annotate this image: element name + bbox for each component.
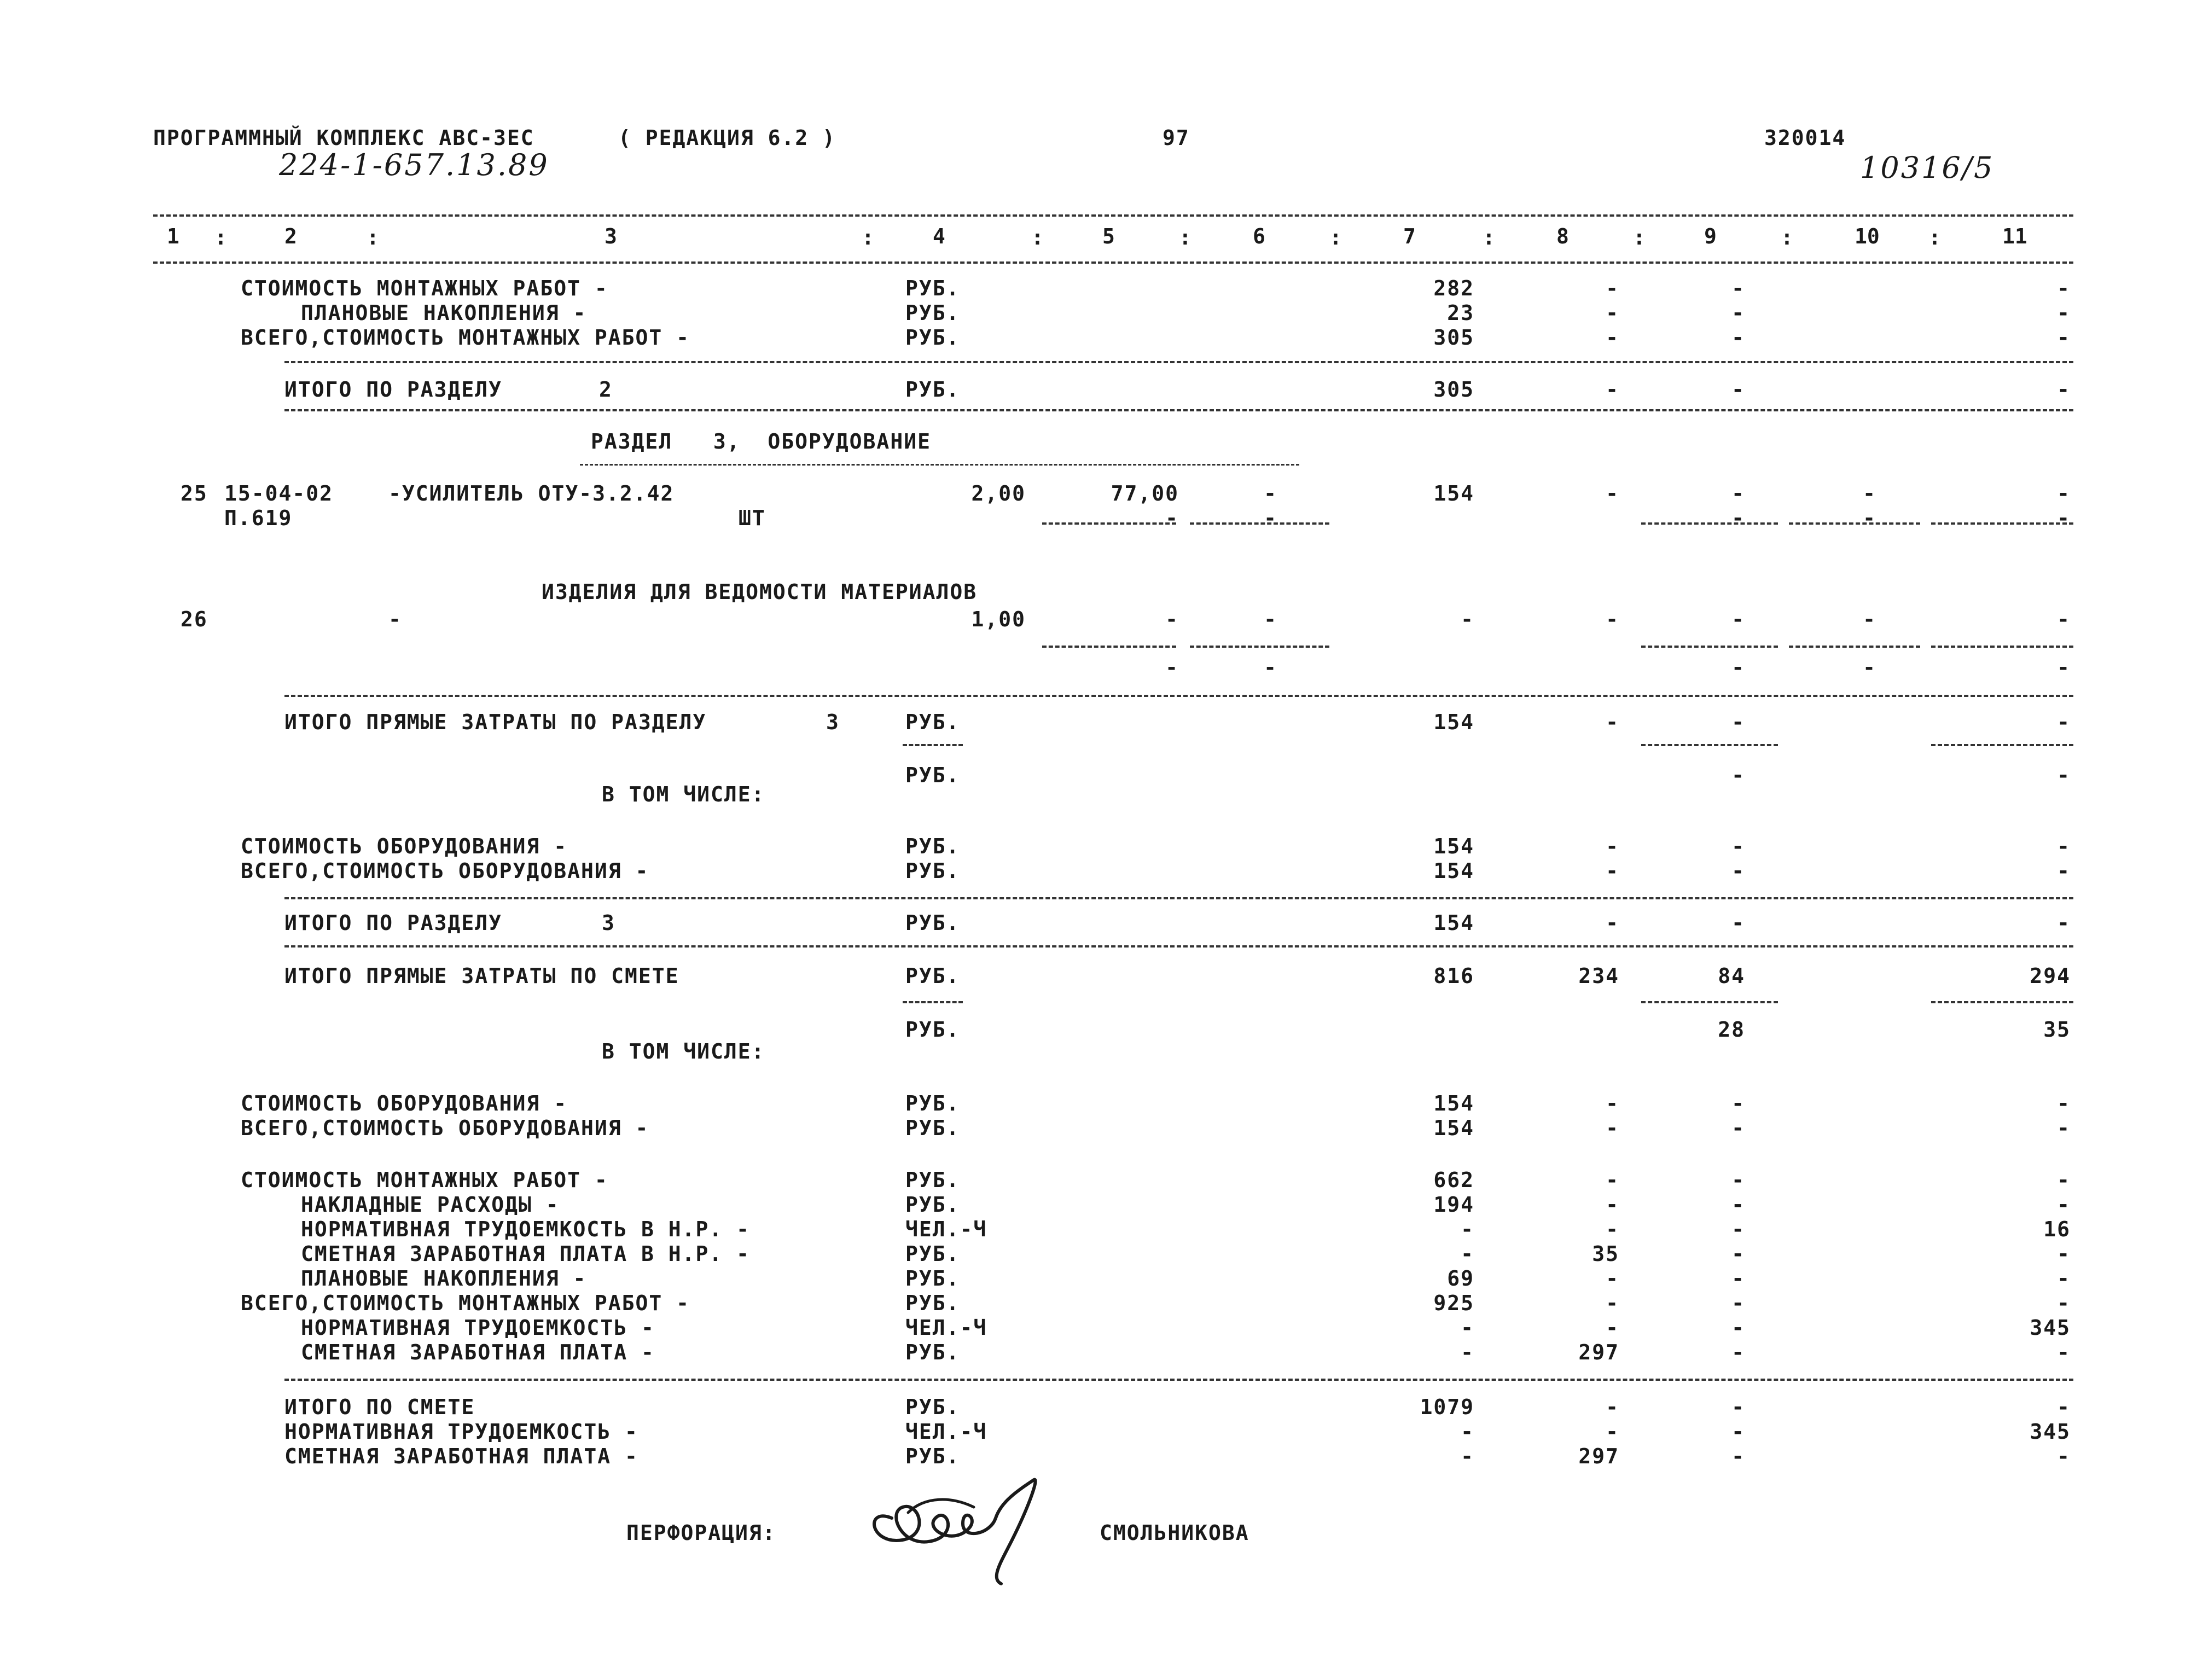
- row-description: СМЕТНАЯ ЗАРАБОТНАЯ ПЛАТА В Н.Р. -: [301, 1242, 750, 1266]
- unit-of-measure: РУБ.: [905, 1395, 960, 1419]
- unit-of-measure: РУБ.: [905, 1266, 960, 1290]
- handwritten-left-note: 224-1-657.13.89: [279, 148, 549, 182]
- unit-of-measure: РУБ.: [905, 1291, 960, 1315]
- column-number-4: 4: [933, 224, 945, 248]
- cell-col-8: -: [1606, 607, 1619, 631]
- cell-col-6: -: [1264, 607, 1277, 631]
- cell-col-11: -: [2057, 834, 2071, 858]
- row-description: ИТОГО ПРЯМЫЕ ЗАТРАТЫ ПО РАЗДЕЛУ: [284, 710, 707, 734]
- row-description: НОРМАТИВНАЯ ТРУДОЕМКОСТЬ -: [301, 1316, 655, 1340]
- cell-col-7: 816: [1433, 964, 1474, 988]
- cell-col-9: -: [1731, 1193, 1745, 1217]
- cell-col-8: 234: [1578, 964, 1619, 988]
- rule-line: [1042, 646, 1176, 648]
- cell-col-7: -: [1461, 1340, 1474, 1364]
- norm-code: -: [388, 607, 402, 631]
- row-description: ИТОГО ПО РАЗДЕЛУ: [284, 377, 503, 402]
- unit-of-measure: ЧЕЛ.-Ч: [905, 1420, 987, 1444]
- cell-col-11: -: [2057, 506, 2071, 530]
- cell-col-11: 345: [2030, 1420, 2071, 1444]
- rule-line: [903, 1001, 963, 1003]
- cell-col-5: 77,00: [1111, 481, 1179, 505]
- cell-col-8: -: [1606, 1168, 1619, 1192]
- row-description: НОРМАТИВНАЯ ТРУДОЕМКОСТЬ -: [284, 1420, 638, 1444]
- cell-col-9: -: [1731, 325, 1745, 350]
- column-number-3: 3: [605, 224, 617, 248]
- cell-col-7: -: [1461, 1242, 1474, 1266]
- column-separator: :: [1633, 225, 1646, 249]
- rule-line: [1641, 744, 1778, 746]
- row-description: ПЛАНОВЫЕ НАКОПЛЕНИЯ -: [301, 1266, 587, 1290]
- perforation-label: ПЕРФОРАЦИЯ:: [626, 1521, 776, 1545]
- cell-col-11: -: [2057, 1291, 2071, 1315]
- cell-col-9: -: [1731, 607, 1745, 631]
- column-number-10: 10: [1855, 224, 1880, 248]
- cell-col-8: -: [1606, 1193, 1619, 1217]
- rule-line: [903, 744, 963, 746]
- column-number-11: 11: [2002, 224, 2027, 248]
- column-number-9: 9: [1704, 224, 1717, 248]
- cell-col-9: -: [1731, 301, 1745, 325]
- column-separator: :: [1179, 225, 1192, 249]
- cell-col-8: -: [1606, 1116, 1619, 1140]
- cell-col-8: -: [1606, 1395, 1619, 1419]
- cell-col-9: -: [1731, 1091, 1745, 1115]
- cell-col-8: -: [1606, 1266, 1619, 1290]
- cell-col-9: -: [1731, 1266, 1745, 1290]
- cell-col-4: 2,00: [971, 481, 1026, 505]
- cell-col-7: 662: [1433, 1168, 1474, 1192]
- cell-col-9: -: [1731, 834, 1745, 858]
- unit-of-measure: РУБ.: [905, 911, 960, 935]
- cell-col-9: -: [1731, 1168, 1745, 1192]
- cell-col-8: -: [1606, 1420, 1619, 1444]
- unit-of-measure: РУБ.: [905, 325, 960, 350]
- row-description: ВСЕГО,СТОИМОСТЬ МОНТАЖНЫХ РАБОТ -: [241, 1291, 690, 1315]
- unit-of-measure: РУБ.: [905, 710, 960, 734]
- cell-col-11: -: [2057, 710, 2071, 734]
- cell-col-5: -: [1165, 655, 1179, 679]
- cell-col-8: 297: [1578, 1340, 1619, 1364]
- cell-col-7: -: [1461, 1316, 1474, 1340]
- cell-col-7: 23: [1447, 301, 1474, 325]
- cell-col-9: -: [1731, 911, 1745, 935]
- rule-line: [1931, 646, 2073, 648]
- cell-col-8: -: [1606, 911, 1619, 935]
- cell-col-11: -: [2057, 911, 2071, 935]
- cell-col-7: 1079: [1420, 1395, 1474, 1419]
- cell-col-8: -: [1606, 1217, 1619, 1241]
- cell-col-11: 294: [2030, 964, 2071, 988]
- column-separator: :: [1781, 225, 1793, 249]
- row-description: -УСИЛИТЕЛЬ ОТУ-3.2.42: [388, 481, 675, 505]
- cell-col-11: -: [2057, 1395, 2071, 1419]
- section-number: 3: [826, 710, 840, 734]
- cell-col-11: -: [2057, 655, 2071, 679]
- cell-col-10: -: [1863, 481, 1876, 505]
- cell-col-11: -: [2057, 1193, 2071, 1217]
- column-number-5: 5: [1102, 224, 1115, 248]
- row-description: В ТОМ ЧИСЛЕ:: [602, 1039, 765, 1063]
- unit-of-measure: РУБ.: [905, 1116, 960, 1140]
- section-number: 3: [602, 911, 615, 935]
- header-bottom-line: [153, 261, 2073, 264]
- cell-col-11: -: [2057, 276, 2071, 300]
- row-description: ВСЕГО,СТОИМОСТЬ МОНТАЖНЫХ РАБОТ -: [241, 325, 690, 350]
- cell-col-9: 28: [1718, 1018, 1745, 1042]
- cell-col-7: 154: [1433, 710, 1474, 734]
- section-number: 2: [599, 377, 613, 402]
- row-description: ИТОГО ПРЯМЫЕ ЗАТРАТЫ ПО СМЕТЕ: [284, 964, 679, 988]
- cell-col-9: -: [1731, 859, 1745, 883]
- unit-of-measure: РУБ.: [905, 301, 960, 325]
- cell-col-11: -: [2057, 481, 2071, 505]
- cell-col-8: -: [1606, 834, 1619, 858]
- column-separator: :: [1483, 225, 1495, 249]
- cell-col-10: -: [1863, 655, 1876, 679]
- cell-col-11: -: [2057, 1168, 2071, 1192]
- cell-col-5: -: [1165, 506, 1179, 530]
- cell-col-11: -: [2057, 301, 2071, 325]
- page-number: 97: [1163, 126, 1190, 150]
- norm-code: 15-04-02: [224, 481, 334, 505]
- cell-col-11: -: [2057, 1116, 2071, 1140]
- unit-of-measure: ЧЕЛ.-Ч: [905, 1217, 987, 1241]
- rule-line: [284, 897, 2073, 899]
- row-description: СТОИМОСТЬ МОНТАЖНЫХ РАБОТ -: [241, 1168, 608, 1192]
- column-number-2: 2: [284, 224, 297, 248]
- unit-of-measure: РУБ.: [905, 1091, 960, 1115]
- norm-code: П.619: [224, 506, 293, 530]
- cell-col-7: 154: [1433, 1116, 1474, 1140]
- cell-col-11: -: [2057, 1091, 2071, 1115]
- cell-col-8: 35: [1592, 1242, 1619, 1266]
- cell-col-6: -: [1264, 481, 1277, 505]
- cell-col-11: -: [2057, 1340, 2071, 1364]
- row-description: СМЕТНАЯ ЗАРАБОТНАЯ ПЛАТА -: [284, 1444, 638, 1468]
- rule-line: [284, 409, 2073, 411]
- unit-of-measure: РУБ.: [905, 1444, 960, 1468]
- row-description: ИТОГО ПО СМЕТЕ: [284, 1395, 475, 1419]
- signature: [853, 1458, 1061, 1589]
- column-separator: :: [367, 225, 379, 249]
- rule-line: [284, 361, 2073, 363]
- rule-line: [1641, 1001, 1778, 1003]
- cell-col-8: -: [1606, 481, 1619, 505]
- rule-line: [1931, 522, 2073, 525]
- unit-of-measure: РУБ.: [905, 1242, 960, 1266]
- rule-line: [1641, 522, 1778, 525]
- rule-line: [284, 945, 2073, 947]
- unit-of-measure: РУБ.: [905, 763, 960, 787]
- position-number: 26: [181, 607, 208, 631]
- edition-label: ( РЕДАКЦИЯ 6.2 ): [618, 126, 836, 150]
- row-description: РАЗДЕЛ 3, ОБОРУДОВАНИЕ: [591, 429, 931, 454]
- rule-line: [284, 1379, 2073, 1381]
- cell-col-7: -: [1461, 1444, 1474, 1468]
- unit-of-measure: РУБ.: [905, 1340, 960, 1364]
- cell-col-11: -: [2057, 859, 2071, 883]
- cell-col-7: 154: [1433, 859, 1474, 883]
- cell-col-7: -: [1461, 1217, 1474, 1241]
- header-top-line: [153, 214, 2073, 217]
- unit-of-measure: РУБ.: [905, 377, 960, 402]
- column-separator: :: [862, 225, 874, 249]
- rule-line: [1042, 522, 1176, 525]
- rule-line: [1641, 646, 1778, 648]
- unit-of-measure: РУБ.: [905, 834, 960, 858]
- row-description: ИТОГО ПО РАЗДЕЛУ: [284, 911, 503, 935]
- cell-col-9: -: [1731, 1116, 1745, 1140]
- column-number-8: 8: [1556, 224, 1569, 248]
- cell-col-10: -: [1863, 607, 1876, 631]
- row-description: В ТОМ ЧИСЛЕ:: [602, 782, 765, 806]
- cell-col-8: -: [1606, 377, 1619, 402]
- cell-col-9: -: [1731, 763, 1745, 787]
- cell-col-8: 297: [1578, 1444, 1619, 1468]
- cell-col-7: 154: [1433, 481, 1474, 505]
- cell-col-9: -: [1731, 1340, 1745, 1364]
- row-description: ВСЕГО,СТОИМОСТЬ ОБОРУДОВАНИЯ -: [241, 859, 649, 883]
- cell-col-11: 16: [2043, 1217, 2071, 1241]
- rule-line: [1190, 522, 1329, 525]
- cell-col-7: 305: [1433, 325, 1474, 350]
- operator-name: СМОЛЬНИКОВА: [1100, 1521, 1249, 1545]
- cell-col-6: -: [1264, 506, 1277, 530]
- cell-col-7: -: [1461, 607, 1474, 631]
- handwritten-right-note: 10316/5: [1860, 150, 1995, 185]
- row-description: НАКЛАДНЫЕ РАСХОДЫ -: [301, 1193, 560, 1217]
- row-description: НОРМАТИВНАЯ ТРУДОЕМКОСТЬ В Н.Р. -: [301, 1217, 750, 1241]
- cell-col-9: -: [1731, 1242, 1745, 1266]
- cell-col-7: 305: [1433, 377, 1474, 402]
- cell-col-9: -: [1731, 1316, 1745, 1340]
- row-description: СТОИМОСТЬ ОБОРУДОВАНИЯ -: [241, 834, 568, 858]
- cell-col-11: -: [2057, 1266, 2071, 1290]
- row-description: СТОИМОСТЬ ОБОРУДОВАНИЯ -: [241, 1091, 568, 1115]
- cell-col-11: -: [2057, 1242, 2071, 1266]
- cell-col-11: -: [2057, 377, 2071, 402]
- cell-col-8: -: [1606, 325, 1619, 350]
- program-name: ПРОГРАММНЫЙ КОМПЛЕКС АВС-3ЕС: [153, 126, 534, 150]
- cell-col-8: -: [1606, 1316, 1619, 1340]
- unit-of-measure: РУБ.: [905, 859, 960, 883]
- unit-of-measure: РУБ.: [905, 964, 960, 988]
- cell-col-9: -: [1731, 1444, 1745, 1468]
- rule-line: [284, 695, 2073, 697]
- cell-col-7: 154: [1433, 911, 1474, 935]
- cell-col-9: -: [1731, 276, 1745, 300]
- cell-col-9: -: [1731, 481, 1745, 505]
- cell-col-11: -: [2057, 325, 2071, 350]
- rule-line: [1789, 522, 1920, 525]
- cell-col-8: -: [1606, 301, 1619, 325]
- cell-col-4: 1,00: [971, 607, 1026, 631]
- cell-col-9: -: [1731, 1420, 1745, 1444]
- cell-col-9: 84: [1718, 964, 1745, 988]
- position-number: 25: [181, 481, 208, 505]
- row-description: ИЗДЕЛИЯ ДЛЯ ВЕДОМОСТИ МАТЕРИАЛОВ: [542, 580, 978, 604]
- document-code: 320014: [1764, 126, 1846, 150]
- row-description: ВСЕГО,СТОИМОСТЬ ОБОРУДОВАНИЯ -: [241, 1116, 649, 1140]
- cell-col-9: -: [1731, 710, 1745, 734]
- cell-col-8: -: [1606, 1091, 1619, 1115]
- cell-col-5: -: [1165, 607, 1179, 631]
- column-number-1: 1: [167, 224, 179, 248]
- rule-line: [1931, 744, 2073, 746]
- cell-col-7: 69: [1447, 1266, 1474, 1290]
- cell-col-9: -: [1731, 506, 1745, 530]
- column-number-7: 7: [1403, 224, 1416, 248]
- cell-col-7: 925: [1433, 1291, 1474, 1315]
- unit-of-measure: РУБ.: [905, 1168, 960, 1192]
- cell-col-7: -: [1461, 1420, 1474, 1444]
- cell-col-6: -: [1264, 655, 1277, 679]
- cell-col-9: -: [1731, 1395, 1745, 1419]
- unit-of-measure: РУБ.: [905, 1193, 960, 1217]
- rule-line: [580, 464, 1299, 466]
- cell-col-11: -: [2057, 763, 2071, 787]
- cell-col-8: -: [1606, 710, 1619, 734]
- cell-col-7: 154: [1433, 834, 1474, 858]
- cell-col-11: 345: [2030, 1316, 2071, 1340]
- column-separator: :: [1031, 225, 1044, 249]
- cell-col-11: -: [2057, 1444, 2071, 1468]
- column-separator: :: [214, 225, 227, 249]
- row-description: СТОИМОСТЬ МОНТАЖНЫХ РАБОТ -: [241, 276, 608, 300]
- unit-of-measure: РУБ.: [905, 1018, 960, 1042]
- unit-of-measure: ЧЕЛ.-Ч: [905, 1316, 987, 1340]
- cell-col-8: -: [1606, 1291, 1619, 1315]
- unit-of-measure: ШТ: [739, 506, 766, 530]
- cell-col-8: -: [1606, 276, 1619, 300]
- cell-col-9: -: [1731, 1217, 1745, 1241]
- rule-line: [1190, 646, 1329, 648]
- cell-col-9: -: [1731, 655, 1745, 679]
- cell-col-9: -: [1731, 1291, 1745, 1315]
- rule-line: [1789, 646, 1920, 648]
- column-separator: :: [1329, 225, 1342, 249]
- unit-of-measure: РУБ.: [905, 276, 960, 300]
- column-separator: :: [1928, 225, 1941, 249]
- cell-col-11: -: [2057, 607, 2071, 631]
- cell-col-7: 154: [1433, 1091, 1474, 1115]
- cell-col-10: -: [1863, 506, 1876, 530]
- row-description: СМЕТНАЯ ЗАРАБОТНАЯ ПЛАТА -: [301, 1340, 655, 1364]
- column-number-6: 6: [1253, 224, 1265, 248]
- cell-col-11: 35: [2043, 1018, 2071, 1042]
- row-description: ПЛАНОВЫЕ НАКОПЛЕНИЯ -: [301, 301, 587, 325]
- cell-col-9: -: [1731, 377, 1745, 402]
- rule-line: [1931, 1001, 2073, 1003]
- cell-col-7: 194: [1433, 1193, 1474, 1217]
- cell-col-7: 282: [1433, 276, 1474, 300]
- cell-col-8: -: [1606, 859, 1619, 883]
